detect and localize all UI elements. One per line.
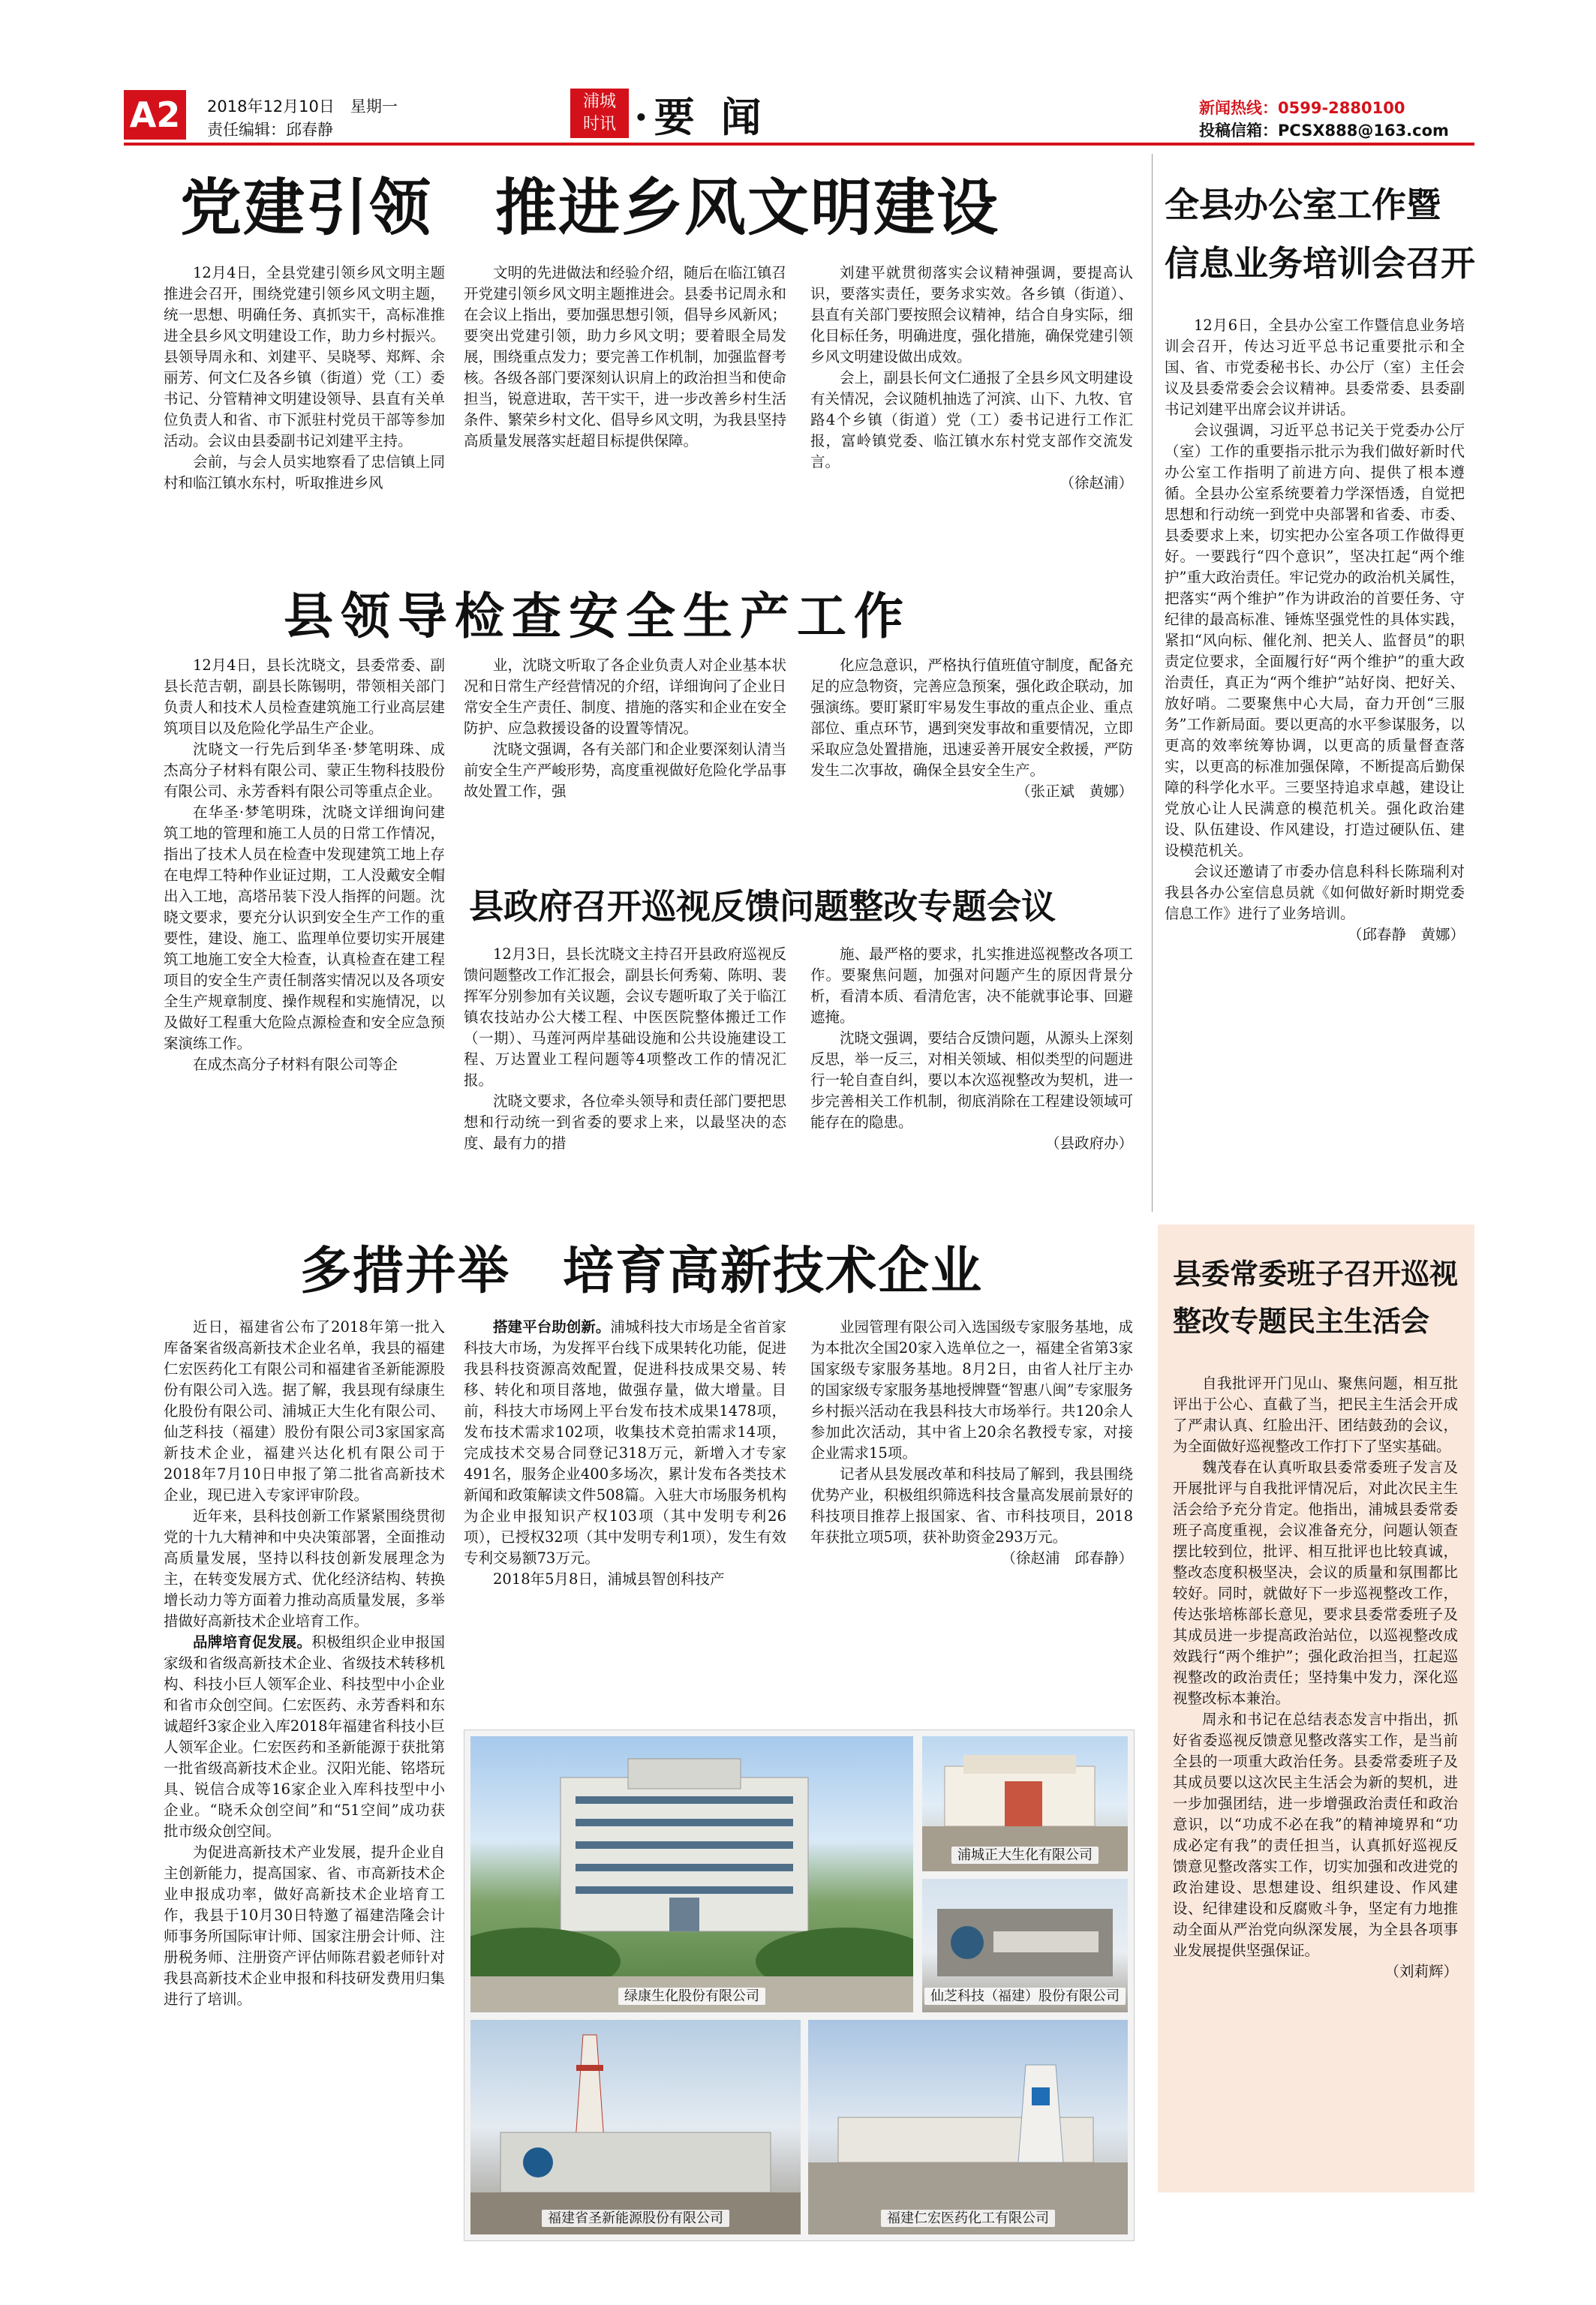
sidebar1-divider [1152,154,1153,1212]
chimney-illustration [470,2020,801,2234]
photo-caption: 浦城正大生化有限公司 [922,1844,1128,1864]
article2-col3 [810,655,1133,865]
paragraph: 沈晓文要求，各位牵头领导和责任部门要把思想和行动统一到省委的要求上来，以最坚决的态度、最有力的措 [464,1092,786,1152]
paragraph [464,1317,786,1569]
paragraph-text: 浦城科技大市场是全省首家科技大市场，为发挥平台线下成果转化功能，促进我县科技资源高效配置，促进科技成果交易、转移、转化和项目落地，做强存量，做大增量。目前，科技大市场网上平台发布技术成果1478项，发布技术需求102项，收集技术竞拍需求14项，完成技术交易合同登记318万元，新增入才专家491名，服务企业400多场次，累计发布各类技术新闻和政策解读文件508篇。入驻大市场服务机构为企业申报知识产权103项（其中发明专利26项），已授权32项（其中发明专利1项），发生有效专利交易额73万元。 [464,1318,786,1567]
page-label [124,90,186,140]
article1-col2 [464,263,786,551]
paragraph: 刘建平就贯彻落实会议精神强调，要提高认识，要落实责任，要务求实效。各乡镇（街道）、县直有关部门要按照会议精神，结合自身实际，细化目标任务，明确进度，强化措施，确保党建引领乡风文明建设做出成效。 [810,264,1133,365]
paragraph: 自我批评开门见山、聚焦问题，相互批评出于公心、直截了当，把民主生活会开成了严肃认真、红脸出汗、团结鼓劲的会议，为全面做好巡视整改工作打下了坚实基础。 [1173,1375,1458,1455]
photo-renhong [808,2020,1128,2234]
article4-title: 多措并举 培育高新技术企业 [300,1241,984,1301]
article1-col3 [810,263,1133,551]
article4-col1 [164,1317,445,2243]
byline: （县政府办） [1044,1134,1133,1152]
article3-col2 [464,944,786,1222]
editor-line: 责任编辑：邱春静 [207,121,333,139]
byline: （邱春静 黄娜） [1347,926,1465,943]
paragraph: 近年来，县科技创新工作紧紧围绕贯彻党的十九大精神和中央决策部署，全面推动高质量发展，坚持以科技创新发展理念为主，在转变发展方式、优化经济结构、转换增长动力等方面着力推动高质量发展，多举措做好高新技术企业培育工作。 [164,1507,445,1630]
sidebar1-body [1165,315,1465,1204]
paragraph: 会上，副县长何文仁通报了全县乡风文明建设有关情况，会议随机抽选了河滨、山下、九牧、官路4个乡镇（街道）党（工）委书记进行工作汇报，富岭镇党委、临江镇水东村党支部作交流发言。 [810,369,1133,470]
section-title: ·要 闻 [634,93,768,141]
paragraph: 周永和书记在总结表态发言中指出，抓好省委巡视反馈意见整改落实工作，是当前全县的一项重大政治任务。县委常委班子及其成员要以这次民主生活会为新的契机，进一步加强团结，进一步增强政治责任和政治意识，以“功成不必在我”的精神境界和“功成必定有我”的责任担当，认真抓好巡视反馈意见整改落实工作，切实加强和改进党的政治建设、思想建设、组织建设、作风建设、纪律建设和反腐败斗争，坚定有力地推动全面从严治党向纵深发展，为全县各项事业发展提供坚强保证。 [1173,1711,1458,1959]
page-label-text: A2 [129,95,181,135]
paragraph: 沈晓文一行先后到华圣·梦笔明珠、成杰高分子材料有限公司、蒙正生物科技股份有限公司、永芳香料有限公司等重点企业。 [164,741,445,800]
submission-email: 投稿信箱：PCSX888@163.com [1199,122,1449,140]
paragraph: 沈晓文强调，各有关部门和企业要深刻认清当前安全生产严峻形势，高度重视做好危险化学品事故处置工作，强 [464,741,786,800]
byline: （张正斌 黄娜） [1015,783,1133,800]
paragraph: 会前，与会人员实地察看了忠信镇上同村和临江镇水东村，听取推进乡风 [164,453,445,491]
photo-zhengda [922,1736,1128,1871]
photo-lvkang-building [470,1736,913,2012]
building-illustration [470,1736,913,2012]
byline: （刘莉辉） [1384,1963,1458,1980]
article2-title: 县领导检查安全生产工作 [284,587,911,645]
sidebar2-title-line2: 整改专题民主生活会 [1173,1304,1430,1338]
photo-caption: 绿康生化股份有限公司 [470,1985,913,2005]
article2-col1 [164,655,445,1222]
paragraph-text: 积极组织企业申报国家级和省级高新技术企业、省级技术转移机构、科技小巨人领军企业、科技型中小企业和省市众创空间。仁宏医药、永芳香料和东诚超纤3家企业入库2018年福建省科技小巨人领军企业。仁宏医药和圣新能源于获批第一批省级高新技术企业。汉阳光能、铭塔玩具、锐信合成等16家企业入库科技型中小企业。“晓禾众创空间”和“51空间”成功获批市级众创空间。 [164,1633,445,1840]
article2-col2 [464,655,786,865]
byline: （徐赵浦） [1059,474,1133,491]
paragraph: 近日，福建省公布了2018年第一批入库备案省级高新技术企业名单，我县的福建仁宏医药化工有限公司和福建省圣新能源股份有限公司入选。据了解，我县现有绿康生化股份有限公司、浦城正大生化有限公司、仙芝科技（福建）股份有限公司3家国家高新技术企业，福建兴达化机有限公司于2018年7月10日申报了第二批省高新技术企业，现已进入专家评审阶段。 [164,1318,445,1504]
paragraph: 在华圣·梦笔明珠，沈晓文详细询问建筑工地的管理和施工人员的日常工作情况，指出了技术人员在检查中发现建筑工地上存在电焊工特种作业证过期，工人没戴安全帽出入工地，高塔吊装下没人指挥的问题。沈晓文要求，要充分认识到安全生产工作的重要性，建设、施工、监理单位要切实开展建筑工地施工安全大检查，认真检查在建工程项目的安全生产责任制落实情况以及各项安全生产规章制度、操作规程和实施情况，以及做好工程重大危险点源检查和安全应急预案演练工作。 [164,804,445,1052]
paragraph: 魏茂春在认真听取县委常委班子发言及开展批评与自我批评情况后，对此次民主生活会给予充分肯定。他指出，浦城县委常委班子高度重视，会议准备充分，问题认领查摆比较到位，批评、相互批评也比较真诚，整改态度积极坚决，会议的质量和氛围都比较好。同时，就做好下一步巡视整改工作，传达张培栋部长意见，要求县委常委班子及其成员进一步提高政治站位，以巡视整改成效践行“两个维护”；强化政治担当，扛起巡视整改的政治责任；坚持集中发力，深化巡视整改标本兼治。 [1173,1459,1458,1707]
logo-line1: 浦城 [582,92,616,111]
paragraph [164,1632,445,1842]
paragraph: 记者从县发展改革和科技局了解到，我县围绕优势产业，积极组织筛选科技含量高发展前景好的科技项目推荐上报国家、省、市科技项目，2018年获批立项5项，获补助资金293万元。 [810,1465,1133,1546]
article1-title: 党建引领 推进乡风文明建设 [180,172,1000,244]
article4-col2 [464,1317,786,1707]
logo-line2: 时讯 [582,115,616,134]
paragraph: 为促进高新技术产业发展，提升企业自主创新能力，提高国家、省、市高新技术企业申报成功率，做好高新技术企业培育工作，我县于10月30日特邀了福建浩隆会计师事务所国际审计师、国家注册会计师、注册税务师、注册资产评估师陈君毅老师针对我县高新技术企业申报和科技研发费用归集进行了培训。 [164,1844,445,2008]
subhead: 搭建平台助创新。 [493,1318,611,1336]
paragraph: 会议还邀请了市委办信息科科长陈瑞利对我县各办公室信息员就《如何做好新时期党委信息工作》进行了业务培训。 [1165,863,1465,922]
paragraph: 12月4日，全县党建引领乡风文明主题推进会召开，围绕党建引领乡风文明主题，统一思想、明确任务、真抓实干，高标准推进全县乡风文明建设工作，助力乡村振兴。县领导周永和、刘建平、吴晓琴、郑辉、余丽芳、何文仁及各乡镇（街道）党（工）委书记、分管精神文明建设领导、县直有关单位负责人和省、市下派驻村党员干部等参加活动。会议由县委副书记刘建平主持。 [164,264,445,449]
paragraph: 12月6日，全县办公室工作暨信息业务培训会召开，传达习近平总书记重要批示和全国、省、市党委秘书长、办公厅（室）主任会议及县委常委会会议精神。县委常委、县委副书记刘建平出席会议并讲话。 [1165,317,1465,418]
paragraph: 会议强调，习近平总书记关于党委办公厅（室）工作的重要指示批示为我们做好新时代办公室工作指明了前进方向、提供了根本遵循。全县办公室系统要着力学深悟透，自觉把思想和行动统一到党中央部署和省委、市委、县委要求上来，切实把办公室各项工作做得更好。一要践行“四个意识”，坚决扛起“两个维护”重大政治责任。牢记党办的政治机关属性，把落实“两个维护”作为讲政治的首要任务、守纪律的最高标准、锤炼坚强党性的具体实践，紧扣“风向标、催化剂、把关人、监督员”的职责定位要求，全面履行好“两个维护”的重大政治责任，真正为“两个维护”站好岗、把好关、放好哨。二要聚焦中心大局，奋力开创“三服务”工作新局面。要以更高的水平参谋服务，以更高的效率统筹协调，以更高的质量督查落实，以更高的标准加强保障，不断提高后勤保障的科学化水平。三要坚持追求卓越，建设让党放心让人民满意的模范机关。强化政治建设、队伍建设、作风建设，打造过硬队伍、建设模范机关。 [1165,422,1465,859]
paragraph: 在成杰高分子材料有限公司等企 [193,1056,398,1073]
paragraph: 施、最严格的要求，扎实推进巡视整改各项工作。要聚焦问题，加强对问题产生的原因背景分析，看清本质、看清危害，决不能就事论事、回避遮掩。 [810,945,1133,1026]
paragraph: 文明的先进做法和经验介绍，随后在临江镇召开党建引领乡风文明主题推进会。县委书记周永和在会议上指出，要加强思想引领，倡导乡风新风；要突出党建引领，助力乡风文明；要着眼全局发展，围绕重点发力；要完善工作机制，加强监督考核。各级各部门要深刻认识肩上的政治担当和使命担当，锐意进取，苦干实干，进一步改善乡村生活条件、繁荣乡村文化、倡导乡风文明，为我县坚持高质量发展落实赶超目标提供保障。 [464,264,786,449]
article3-col3 [810,944,1133,1222]
byline: （徐赵浦 邱春静） [1001,1549,1133,1567]
paragraph: 2018年5月8日，浦城县智创科技产 [493,1570,725,1588]
sidebar1-title-line2: 信息业务培训会召开 [1165,243,1475,284]
header-rule [124,143,1474,146]
article3-title: 县政府召开巡视反馈问题整改专题会议 [469,886,1056,927]
paragraph: 12月3日，县长沈晓文主持召开县政府巡视反馈问题整改工作汇报会，副县长何秀菊、陈明、裴挥军分别参加有关议题，会议专题听取了关于临江镇农技站办公大楼工程、中医医院整体搬迁工作（一期）、马莲河两岸基础设施和公共设施建设工程、万达置业工程问题等4项整改工作的情况汇报。 [464,945,786,1089]
sidebar2-body [1173,1373,1458,2183]
photo-shengxin [470,2020,801,2234]
article1-col1 [164,263,445,551]
paragraph: 沈晓文强调，要结合反馈问题，从源头上深刻反思，举一反三，对相关领域、相似类型的问题进行一轮自查自纠，要以本次巡视整改为契机，进一步完善相关工作机制，彻底消除在工程建设领域可能存在的隐患。 [810,1029,1133,1131]
news-hotline: 新闻热线：0599-2880100 [1199,99,1405,117]
photo-collage [464,1730,1135,2241]
photo-caption: 福建省圣新能源股份有限公司 [470,2207,801,2227]
paragraph: 化应急意识，严格执行值班值守制度，配备充足的应急物资，完善应急预案，强化政企联动，加强演练。要盯紧盯牢易发生事故的重点企业、重点部位、重点环节，遇到突发事故和重要情况，立即采取应急处置措施，迅速妥善开展安全救援，严防发生二次事故，确保全县安全生产。 [810,657,1133,779]
photo-caption: 仙芝科技（福建）股份有限公司 [922,1985,1128,2005]
paragraph: 业，沈晓文听取了各企业负责人对企业基本状况和日常生产经营情况的介绍，详细询问了企业日常安全生产责任、制度、措施的落实和企业在安全防护、应急救援设备的设置等情况。 [464,657,786,737]
sidebar2-title-line1: 县委常委班子召开巡视 [1173,1257,1459,1291]
gate-illustration [808,2020,1128,2234]
paper-logo [570,89,629,138]
photo-caption: 福建仁宏医药化工有限公司 [808,2207,1128,2227]
photo-xianzhi [922,1879,1128,2012]
paragraph: 12月4日，县长沈晓文，县委常委、副县长范吉朝，副县长陈锡明，带领相关部门负责人和技术人员检查建筑施工行业高层建筑项目以及危险化学品生产企业。 [164,657,445,737]
article4-col3 [810,1317,1133,1707]
subhead: 品牌培育促发展。 [193,1633,312,1651]
sidebar1-title-line1: 全县办公室工作暨 [1165,185,1441,225]
sidebar2-box [1158,1225,1474,2192]
paragraph: 业园管理有限公司入选国级专家服务基地，成为本批次全国20家入选单位之一，福建全省第3家国家级专家服务基地。8月2日，由省人社厅主办的国家级专家服务基地授牌暨“智惠八闽”专家服务乡村振兴活动在我县科技大市场举行。共120余人参加此次活动，其中省上20余名教授专家，对接企业需求15项。 [810,1318,1133,1462]
date-line: 2018年12月10日 星期一 [207,98,398,116]
